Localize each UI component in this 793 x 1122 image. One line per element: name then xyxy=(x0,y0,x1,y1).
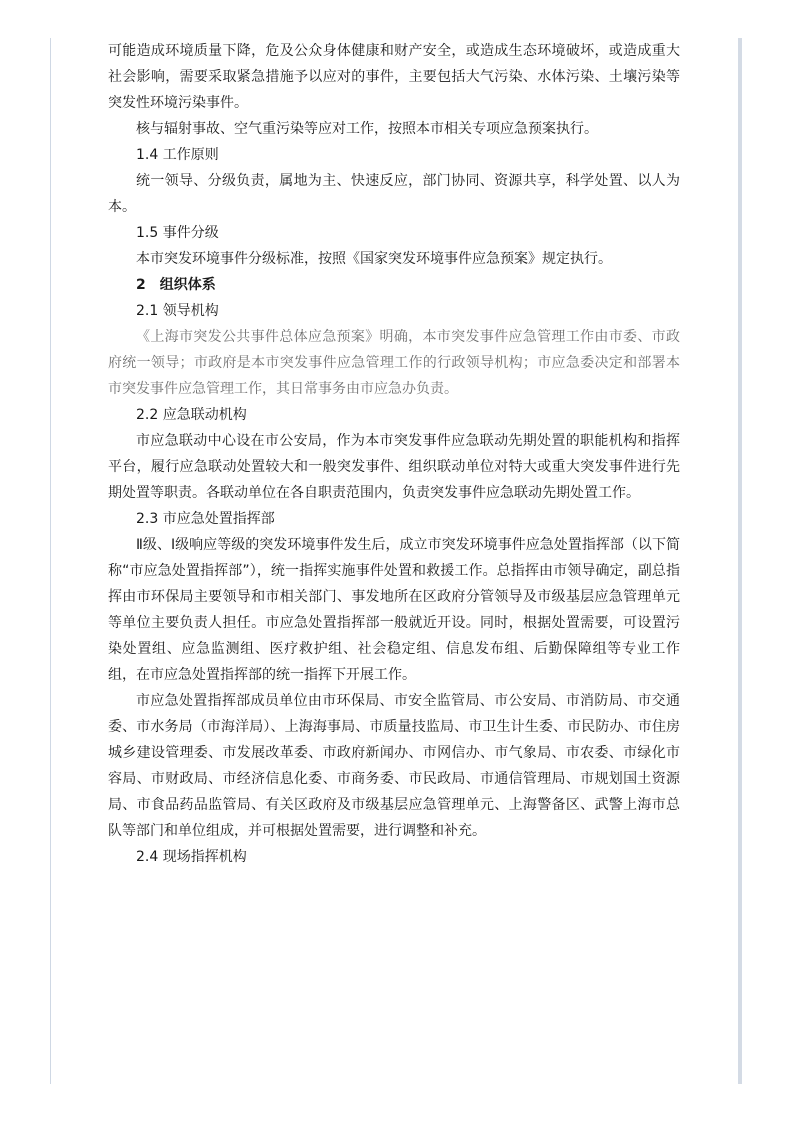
heading-2: 2 组织体系 xyxy=(136,277,216,293)
paragraph-principles: 统一领导、分级负责，属地为主、快速反应，部门协同、资源共享，科学处置、以人为本。 xyxy=(108,173,680,215)
paragraph-event-definition: 可能造成环境质量下降，危及公众身体健康和财产安全，或造成生态环境破坏，或造成重大社会影响，需要采取紧急措施予以应对的事件，主要包括大气污染、水体污染、土壤污染等突发性环境污染事件。 xyxy=(108,43,680,111)
heading-1-5: 1.5 事件分级 xyxy=(136,225,219,241)
page-right-scrollbar[interactable] xyxy=(738,38,742,1084)
paragraph-command-hq: Ⅱ级、Ⅰ级响应等级的突发环境事件发生后，成立市突发环境事件应急处置指挥部（以下简称“市应急处置指挥部”），统一指挥实施事件处置和救援工作。总指挥由市领导确定，副总指挥由市环保局主要领导和市相关部门、事发地所在区政府分管领导及市级基层应急管理单元等单位主要负责人担任。市应急处置指挥部一般就近开设。同时，根据处置需要，可设置污染处置组、应急监测组、医疗救护组、社会稳定组、信息发布组、后勤保障组等专业工作组，在市应急处置指挥部的统一指挥下开展工作。 xyxy=(108,537,680,683)
paragraph-grading: 本市突发环境事件分级标准，按照《国家突发环境事件应急预案》规定执行。 xyxy=(136,251,612,267)
page-left-rule xyxy=(50,38,51,1084)
document-body xyxy=(108,38,680,870)
heading-2-4: 2.4 现场指挥机构 xyxy=(136,849,247,865)
paragraph-linkage-center: 市应急联动中心设在市公安局，作为本市突发事件应急联动先期处置的职能机构和指挥平台，履行应急联动处置较大和一般突发事件、组织联动单位对特大或重大突发事件进行先期处置等职责。各联动单位在各自职责范围内，负责突发事件应急联动先期处置工作。 xyxy=(108,433,680,501)
heading-1-4: 1.4 工作原则 xyxy=(136,147,219,163)
heading-2-2: 2.2 应急联动机构 xyxy=(136,407,247,423)
heading-2-1: 2.1 领导机构 xyxy=(136,303,219,319)
heading-2-3: 2.3 市应急处置指挥部 xyxy=(136,511,275,527)
paragraph-member-units: 市应急处置指挥部成员单位由市环保局、市安全监管局、市公安局、市消防局、市交通委、市水务局（市海洋局）、上海海事局、市质量技监局、市卫生计生委、市民防办、市住房城乡建设管理委、市发展改革委、市政府新闻办、市网信办、市气象局、市农委、市绿化市容局、市财政局、市经济信息化委、市商务委、市民政局、市通信管理局、市规划国土资源局、市食品药品监管局、有关区政府及市级基层应急管理单元、上海警备区、武警上海市总队等部门和单位组成，并可根据处置需要，进行调整和补充。 xyxy=(108,693,680,839)
paragraph-leadership: 《上海市突发公共事件总体应急预案》明确，本市突发事件应急管理工作由市委、市政府统一领导；市政府是本市突发事件应急管理工作的行政领导机构；市应急委决定和部署本市突发事件应急管理工作，其日常事务由市应急办负责。 xyxy=(108,329,680,397)
paragraph-nuclear-radiation: 核与辐射事故、空气重污染等应对工作，按照本市相关专项应急预案执行。 xyxy=(136,121,598,137)
